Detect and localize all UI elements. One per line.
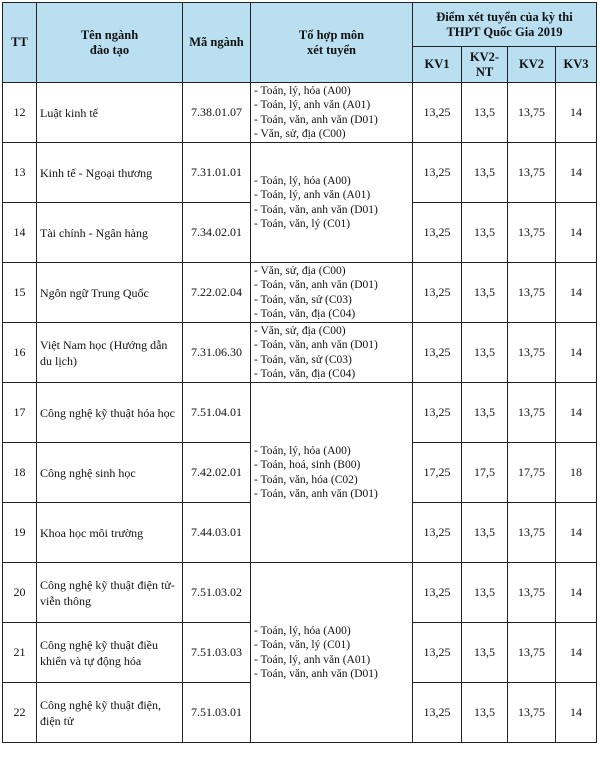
score-kv2: 13,75	[508, 323, 556, 383]
row-tt: 18	[3, 443, 37, 503]
combo-cell	[251, 563, 413, 743]
score-kv3: 14	[556, 563, 597, 623]
row-tt: 22	[3, 683, 37, 743]
combo-line: - Toán, văn, địa (C04)	[254, 308, 356, 320]
header-tt: TT	[3, 3, 37, 83]
row-major-code: 7.51.03.02	[183, 563, 251, 623]
combo-line: - Toán, văn, anh văn (D01)	[254, 488, 378, 500]
score-kv3: 14	[556, 263, 597, 323]
score-kv1: 13,25	[413, 683, 462, 743]
combo-line: - Toán, văn, anh văn (D01)	[254, 203, 378, 216]
row-major-code: 7.38.01.07	[183, 83, 251, 143]
score-kv2: 13,75	[508, 683, 556, 743]
header-subject-combination: Tổ hợp môn xét tuyển	[251, 3, 413, 83]
row-major-name: Công nghệ kỹ thuật điện, điện tử	[37, 683, 183, 743]
header-kv2: KV2	[508, 47, 556, 83]
row-major-name: Tài chính - Ngân hàng	[37, 203, 183, 263]
score-kv1: 13,25	[413, 83, 462, 143]
score-kv2: 13,75	[508, 83, 556, 143]
row-major-name: Công nghệ kỹ thuật điện tử- viễn thông	[37, 563, 183, 623]
row-major-name: Ngôn ngữ Trung Quốc	[37, 263, 183, 323]
row-major-name: Công nghệ kỹ thuật điều khiển và tự động hóa	[37, 623, 183, 683]
score-kv1: 13,25	[413, 143, 462, 203]
table-row	[3, 323, 597, 383]
table-row	[3, 563, 597, 623]
combo-line: - Toán, lý, anh văn (A01)	[254, 189, 371, 201]
header-scores: Điểm xét tuyển của kỳ thi THPT Quốc Gia 2019	[413, 3, 597, 47]
row-major-code: 7.44.03.01	[183, 503, 251, 563]
row-major-code: 7.31.06.30	[183, 323, 251, 383]
score-kv3: 14	[556, 143, 597, 203]
combo-line: - Toán, lý, anh văn (A01)	[254, 653, 371, 666]
row-major-name: Kinh tế - Ngoại thương	[37, 143, 183, 203]
score-kv2nt: 13,5	[462, 263, 508, 323]
combo-line: - Toán, lý, hóa (A00)	[254, 174, 351, 187]
table-row	[3, 83, 597, 143]
combo-line: - Văn, sử, địa (C00)	[254, 324, 346, 337]
score-kv3: 14	[556, 83, 597, 143]
row-tt: 19	[3, 503, 37, 563]
score-kv3: 14	[556, 383, 597, 443]
row-major-name: Công nghệ kỹ thuật hóa học	[37, 383, 183, 443]
combo-line: - Toán, văn, hóa (C02)	[254, 473, 358, 486]
row-tt: 14	[3, 203, 37, 263]
score-kv2nt: 13,5	[462, 683, 508, 743]
combo-line: - Toán, lý, hóa (A00)	[254, 444, 351, 457]
score-kv1: 17,25	[413, 443, 462, 503]
score-kv2nt: 13,5	[462, 323, 508, 383]
header-kv2nt: KV2- NT	[462, 47, 508, 83]
combo-line: - Toán, văn, sử (C03)	[254, 293, 352, 306]
score-kv2: 13,75	[508, 383, 556, 443]
row-tt: 16	[3, 323, 37, 383]
row-major-code: 7.42.02.01	[183, 443, 251, 503]
score-kv2nt: 13,5	[462, 623, 508, 683]
score-kv1: 13,25	[413, 503, 462, 563]
score-kv2: 17,75	[508, 443, 556, 503]
score-kv2: 13,75	[508, 623, 556, 683]
row-major-name: Luật kinh tế	[37, 83, 183, 143]
header-kv1: KV1	[413, 47, 462, 83]
combo-line: - Toán, văn, lý (C01)	[254, 218, 351, 230]
score-kv1: 13,25	[413, 323, 462, 383]
row-tt: 13	[3, 143, 37, 203]
row-major-code: 7.51.03.01	[183, 683, 251, 743]
row-major-code: 7.22.02.04	[183, 263, 251, 323]
table-row	[3, 263, 597, 323]
score-kv3: 14	[556, 323, 597, 383]
score-kv2nt: 17,5	[462, 443, 508, 503]
table-row	[3, 383, 597, 443]
score-kv2nt: 13,5	[462, 83, 508, 143]
score-kv3: 14	[556, 503, 597, 563]
combo-cell	[251, 263, 413, 323]
score-kv1: 13,25	[413, 623, 462, 683]
score-kv2nt: 13,5	[462, 143, 508, 203]
combo-line: - Toán, lý, anh văn (A01)	[254, 99, 371, 111]
combo-cell	[251, 143, 413, 263]
combo-line: - Toán, văn, anh văn (D01)	[254, 113, 378, 126]
score-kv2: 13,75	[508, 503, 556, 563]
combo-line: - Toán, văn, lý (C01)	[254, 639, 351, 651]
row-major-name: Công nghệ sinh học	[37, 443, 183, 503]
combo-cell	[251, 83, 413, 143]
score-kv3: 18	[556, 443, 597, 503]
score-kv3: 14	[556, 683, 597, 743]
score-kv2: 13,75	[508, 203, 556, 263]
score-kv1: 13,25	[413, 263, 462, 323]
score-kv2: 13,75	[508, 563, 556, 623]
row-tt: 17	[3, 383, 37, 443]
score-kv1: 13,25	[413, 563, 462, 623]
score-kv2nt: 13,5	[462, 503, 508, 563]
combo-line: - Toán, văn, anh văn (D01)	[254, 339, 378, 351]
score-kv2nt: 13,5	[462, 563, 508, 623]
row-major-code: 7.31.01.01	[183, 143, 251, 203]
score-kv2nt: 13,5	[462, 383, 508, 443]
row-tt: 20	[3, 563, 37, 623]
row-major-code: 7.51.04.01	[183, 383, 251, 443]
combo-line: - Văn, sử, địa (C00)	[254, 128, 346, 140]
row-major-code: 7.34.02.01	[183, 203, 251, 263]
score-kv3: 14	[556, 203, 597, 263]
score-kv1: 13,25	[413, 203, 462, 263]
score-kv1: 13,25	[413, 383, 462, 443]
row-major-name: Khoa học môi trường	[37, 503, 183, 563]
combo-line: - Toán, văn, địa (C04)	[254, 368, 356, 380]
score-kv3: 14	[556, 623, 597, 683]
score-kv2nt: 13,5	[462, 203, 508, 263]
table-row	[3, 143, 597, 203]
row-tt: 21	[3, 623, 37, 683]
header-major-name: Tên ngành đào tạo	[37, 3, 183, 83]
header-major-code: Mã ngành	[183, 3, 251, 83]
combo-line: - Toán, văn, anh văn (D01)	[254, 668, 378, 680]
combo-line: - Toán, hoá, sinh (B00)	[254, 459, 361, 471]
combo-line: - Toán, văn, anh văn (D01)	[254, 279, 378, 291]
combo-line: - Văn, sử, địa (C00)	[254, 264, 346, 277]
header-kv3: KV3	[556, 47, 597, 83]
row-tt: 12	[3, 83, 37, 143]
score-kv2: 13,75	[508, 263, 556, 323]
combo-line: - Toán, lý, hóa (A00)	[254, 84, 351, 97]
combo-cell	[251, 323, 413, 383]
combo-cell	[251, 383, 413, 563]
row-major-code: 7.51.03.03	[183, 623, 251, 683]
combo-line: - Toán, văn, sử (C03)	[254, 353, 352, 366]
row-tt: 15	[3, 263, 37, 323]
combo-line: - Toán, lý, hóa (A00)	[254, 624, 351, 637]
admission-score-table	[2, 2, 597, 743]
score-kv2: 13,75	[508, 143, 556, 203]
row-major-name: Việt Nam học (Hướng dẫn du lịch)	[37, 323, 183, 383]
